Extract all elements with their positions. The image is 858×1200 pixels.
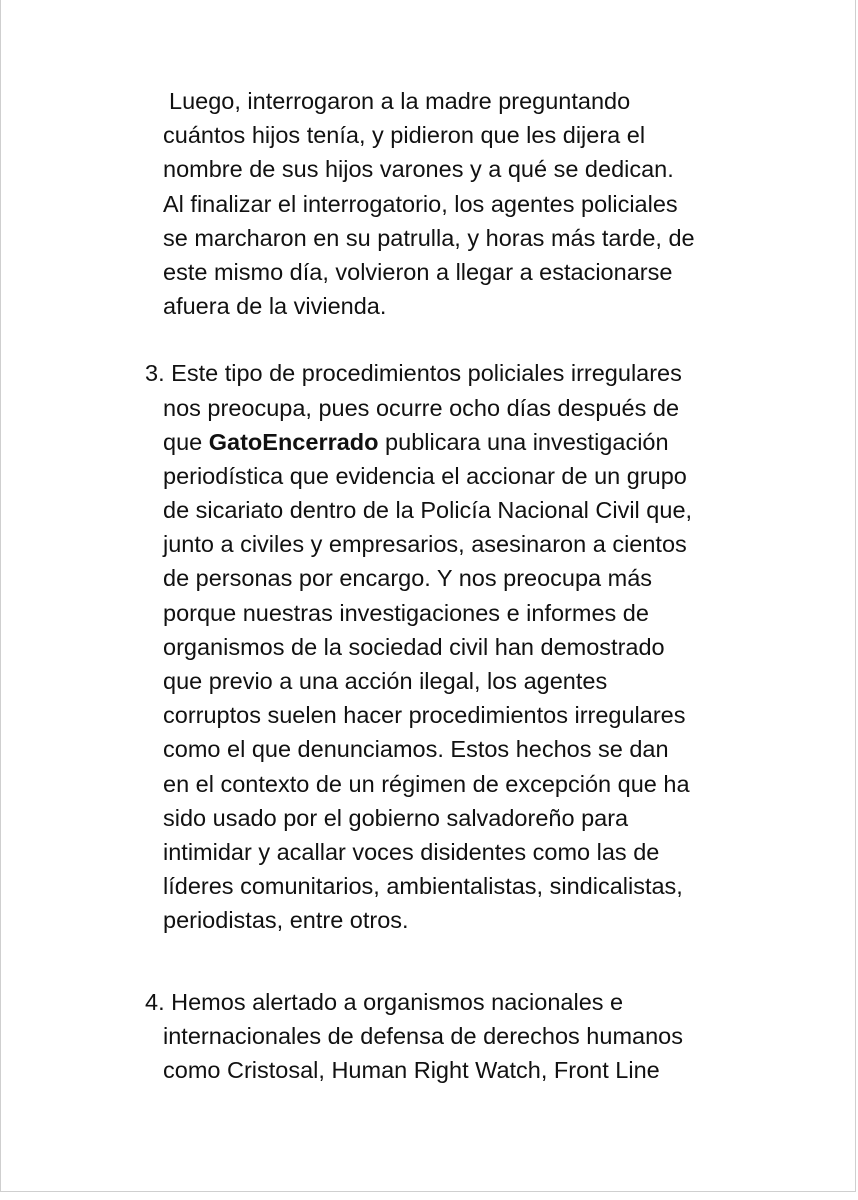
text-line: corruptos suelen hacer procedimientos irregulares (163, 702, 686, 729)
text-span: que (163, 428, 209, 455)
paragraph-4 (145, 985, 805, 1088)
text-line: Al finalizar el interrogatorio, los agentes policiales (163, 190, 678, 217)
text-span: publicara una investigación (378, 428, 669, 455)
text-line: Luego, interrogaron a la madre preguntando (169, 88, 631, 114)
text-line: se marcharon en su patrulla, y horas más tarde, de (163, 224, 695, 251)
text-line: periodistas, entre otros. (163, 907, 409, 934)
paragraph-3 (145, 356, 805, 937)
text-line (145, 356, 805, 390)
list-number: 3. (145, 360, 165, 387)
text-span: Hemos alertado a organismos nacionales e (171, 988, 624, 1015)
publication-name: GatoEncerrado (208, 428, 379, 455)
document-body (145, 84, 805, 1087)
text-line: cuántos hijos tenía, y pidieron que les dijera el (163, 122, 646, 149)
text-line: organismos de la sociedad civil han demostrado (163, 633, 665, 660)
text-line: sido usado por el gobierno salvadoreño para (163, 804, 629, 831)
text-line (163, 425, 805, 459)
text-line: como Cristosal, Human Right Watch, Front Line (163, 1056, 660, 1083)
paragraph-continuation (145, 84, 805, 323)
text-line: intimidar y acallar voces disidentes como las de (163, 838, 660, 865)
text-line: como el que denunciamos. Estos hechos se dan (163, 736, 669, 763)
text-line: afuera de la vivienda. (163, 293, 387, 320)
text-line: periodística que evidencia el accionar de un grupo (163, 462, 687, 489)
text-line: este mismo día, volvieron a llegar a estacionarse (163, 258, 673, 285)
text-line: junto a civiles y empresarios, asesinaron a cientos (163, 531, 687, 558)
text-line: en el contexto de un régimen de excepción que ha (163, 770, 690, 797)
text-line: de personas por encargo. Y nos preocupa más (163, 565, 653, 592)
text-line: que previo a una acción ilegal, los agentes (163, 668, 608, 694)
text-line: internacionales de defensa de derechos humanos (163, 1022, 683, 1049)
text-line: nombre de sus hijos varones y a qué se dedican. (163, 156, 674, 183)
text-line: nos preocupa, pues ocurre ocho días después de (163, 394, 680, 421)
list-number: 4. (145, 988, 165, 1015)
text-line: líderes comunitarios, ambientalistas, sindicalistas, (163, 873, 683, 900)
text-span: Este tipo de procedimientos policiales irregulares (171, 360, 682, 387)
text-line: porque nuestras investigaciones e informes de (163, 599, 649, 626)
text-line: de sicariato dentro de la Policía Nacional Civil que, (163, 497, 693, 524)
text-line (145, 985, 805, 1019)
